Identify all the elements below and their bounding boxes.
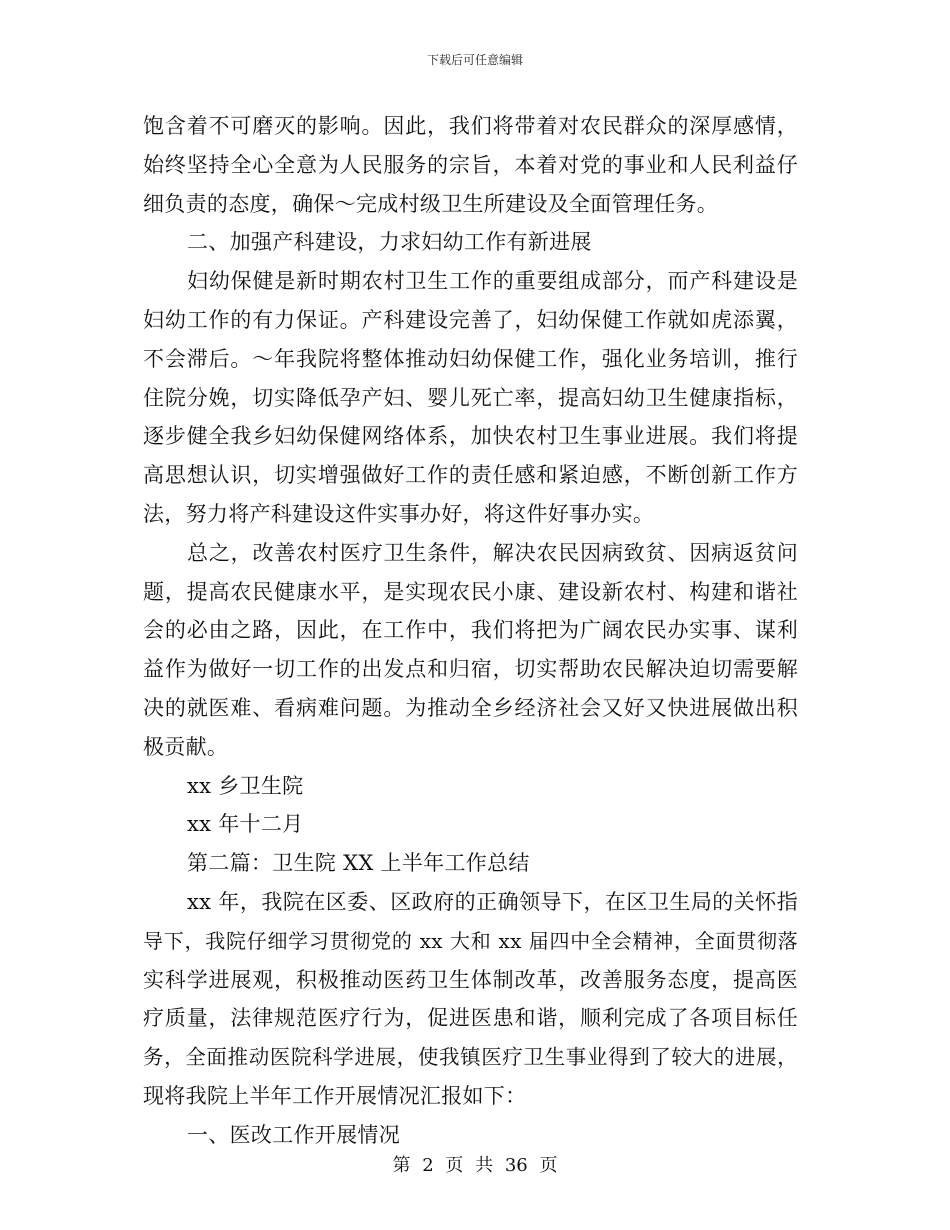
text-line: 疗质量，法律规范医疗行为，促进医患和谐，顺利完成了各项目标任 bbox=[143, 1006, 798, 1031]
section-heading: 二、加强产科建设，力求妇幼工作有新进展 bbox=[187, 230, 592, 255]
text-line: 务，全面推动医院科学进展，使我镇医疗卫生事业得到了较大的进展， bbox=[143, 1045, 798, 1070]
section-heading: 一、医改工作开展情况 bbox=[187, 1122, 400, 1147]
document-body bbox=[143, 107, 798, 1155]
text-line: 住院分娩，切实降低孕产妇、婴儿死亡率，提高妇幼卫生健康指标， bbox=[143, 385, 798, 410]
text-line: 高思想认识，切实增强做好工作的责任感和紧迫感，不断创新工作方 bbox=[143, 463, 798, 488]
text-line: 总之，改善农村医疗卫生条件，解决农民因病致贫、因病返贫问 bbox=[187, 540, 798, 565]
text-line: 实科学进展观，积极推动医药卫生体制改革，改善服务态度，提高医 bbox=[143, 967, 798, 992]
text-line: 始终坚持全心全意为人民服务的宗旨，本着对党的事业和人民利益仔 bbox=[143, 152, 798, 177]
page-number: 第 2 页 共 36 页 bbox=[392, 1155, 558, 1176]
text-line: 妇幼保健是新时期农村卫生工作的重要组成部分，而产科建设是 bbox=[187, 269, 798, 294]
signature-organization: xx 乡卫生院 bbox=[187, 773, 304, 798]
text-line: 不会滞后。～年我院将整体推动妇幼保健工作，强化业务培训，推行 bbox=[143, 346, 798, 371]
chapter-heading: 第二篇：卫生院 XX 上半年工作总结 bbox=[187, 851, 530, 876]
text-line: 题，提高农民健康水平，是实现农民小康、建设新农村、构建和谐社 bbox=[143, 579, 798, 604]
text-line: xx 年，我院在区委、区政府的正确领导下，在区卫生局的关怀指 bbox=[187, 889, 798, 914]
signature-date: xx 年十二月 bbox=[187, 812, 304, 837]
text-line: 决的就医难、看病难问题。为推动全乡经济社会又好又快进展做出积 bbox=[143, 695, 798, 720]
text-line: 饱含着不可磨灭的影响。因此，我们将带着对农民群众的深厚感情， bbox=[143, 114, 798, 138]
text-line: 逐步健全我乡妇幼保健网络体系，加快农村卫生事业进展。我们将提 bbox=[143, 424, 798, 449]
text-line: 极贡献。 bbox=[143, 734, 229, 759]
text-line: 益作为做好一切工作的出发点和归宿，切实帮助农民解决迫切需要解 bbox=[143, 657, 798, 682]
text-line: 法，努力将产科建设这件实事办好，将这件好事办实。 bbox=[143, 501, 655, 526]
text-line: 导下，我院仔细学习贯彻党的 xx 大和 xx 届四中全会精神，全面贯彻落 bbox=[143, 928, 798, 953]
text-line: 现将我院上半年工作开展情况汇报如下： bbox=[143, 1083, 527, 1108]
page-header-note: 下载后可任意编辑 bbox=[426, 53, 523, 67]
text-line: 会的必由之路，因此，在工作中，我们将把为广阔农民办实事、谋利 bbox=[143, 618, 798, 643]
text-line: 妇幼工作的有力保证。产科建设完善了，妇幼保健工作就如虎添翼， bbox=[143, 307, 798, 332]
text-line: 细负责的态度，确保～完成村级卫生所建设及全面管理任务。 bbox=[143, 191, 719, 216]
